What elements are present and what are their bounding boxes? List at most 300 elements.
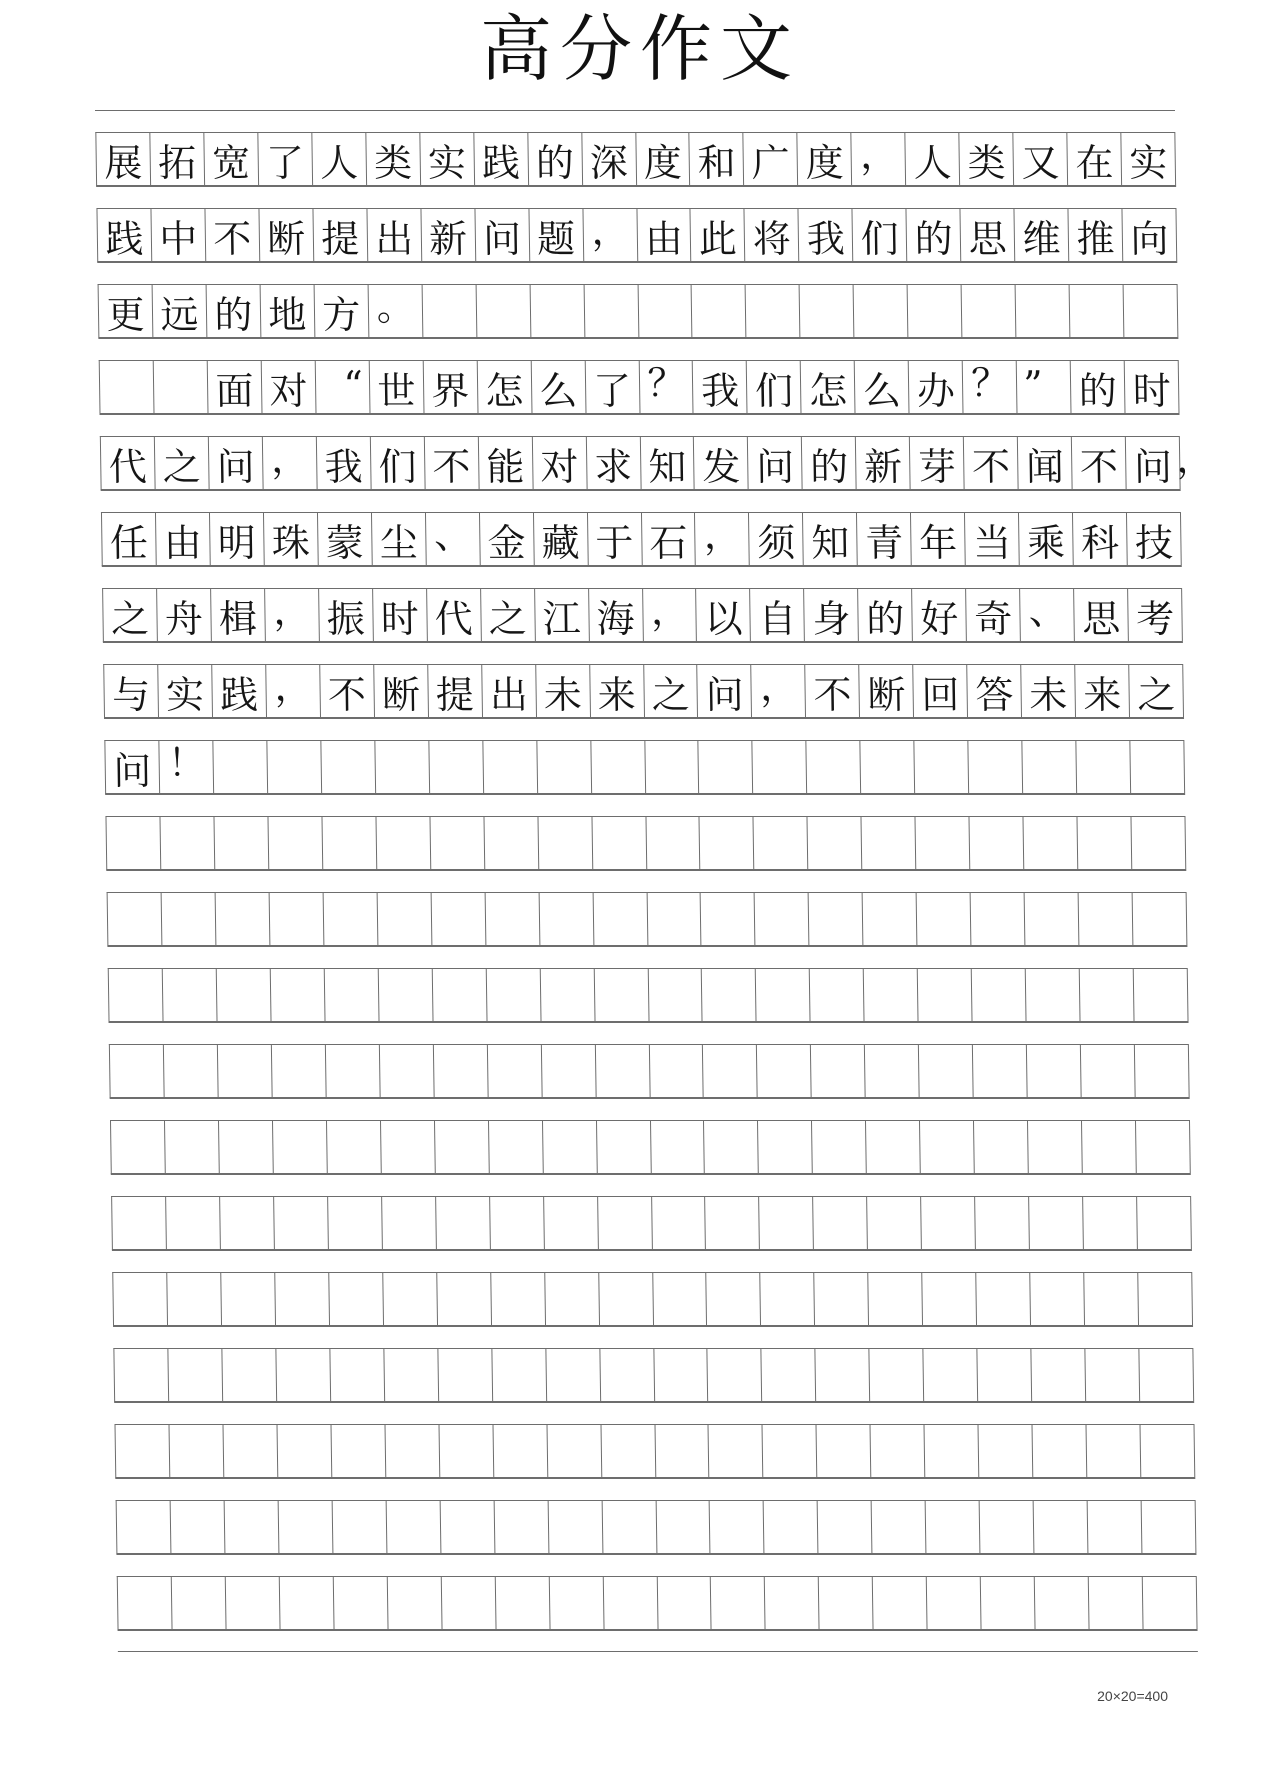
grid-cell: 人 <box>312 133 367 185</box>
grid-cell <box>867 1197 922 1249</box>
grid-cell <box>483 741 538 793</box>
grid-cell <box>272 1045 327 1097</box>
grid-cell <box>598 1197 653 1249</box>
grid-cell <box>602 1501 657 1553</box>
grid-cell <box>216 893 271 945</box>
grid-cell <box>1081 1045 1136 1097</box>
grid-cell <box>431 893 486 945</box>
grid-cell: 蒙 <box>318 513 373 565</box>
grid-cell <box>109 969 164 1021</box>
grid-cell <box>819 1577 874 1629</box>
grid-cell <box>1028 1121 1083 1173</box>
grid-cell <box>872 1501 927 1553</box>
grid-cell <box>651 1121 706 1173</box>
grid-cell <box>700 817 755 869</box>
grid-cell: 奇 <box>966 589 1021 641</box>
grid-cell <box>440 1501 495 1553</box>
grid-cell <box>494 1501 549 1553</box>
grid-cell <box>707 1273 762 1325</box>
grid-cell <box>162 893 217 945</box>
grid-cell <box>709 1425 764 1477</box>
grid-cell: 身 <box>804 589 859 641</box>
grid-cell <box>116 1425 171 1477</box>
grid-cell: 展 <box>96 133 151 185</box>
grid-cell <box>543 1121 598 1173</box>
grid-cell <box>268 817 323 869</box>
grid-row <box>108 968 1189 1022</box>
grid-cell: ” <box>1017 361 1072 413</box>
grid-cell <box>815 1273 870 1325</box>
grid-cell: 思 <box>1074 589 1129 641</box>
grid-cell <box>323 893 378 945</box>
grid-cell: 于 <box>588 513 643 565</box>
grid-cell: 、 <box>1020 589 1075 641</box>
grid-cell <box>817 1425 872 1477</box>
grid-cell: 的 <box>1071 361 1126 413</box>
grid-cell <box>334 1577 389 1629</box>
grid-cell: 和 <box>690 133 745 185</box>
grid-cell <box>539 893 594 945</box>
grid-cell <box>432 969 487 1021</box>
grid-cell <box>160 817 215 869</box>
grid-cell: 当 <box>965 513 1020 565</box>
grid-cell <box>654 1349 709 1401</box>
grid-cell <box>703 1045 758 1097</box>
grid-cell: 出 <box>367 209 422 261</box>
grid-cell <box>277 1425 332 1477</box>
grid-cell: 人 <box>906 133 961 185</box>
grid-cell: 未 <box>536 665 591 717</box>
grid-cell <box>594 969 649 1021</box>
grid-cell <box>548 1501 603 1553</box>
grid-cell <box>214 817 269 869</box>
grid-cell <box>1124 285 1179 337</box>
grid-cell: 办 <box>909 361 964 413</box>
grid-cell <box>977 1273 1032 1325</box>
grid-cell: 践 <box>212 665 267 717</box>
grid-cell <box>435 1121 490 1173</box>
grid-cell: 不 <box>205 209 260 261</box>
grid-cell: 之 <box>1129 665 1184 717</box>
grid-row <box>104 740 1185 794</box>
grid-cell <box>492 1349 547 1401</box>
grid-cell: 断 <box>860 665 915 717</box>
grid-cell <box>476 285 531 337</box>
grid-cell <box>870 1349 925 1401</box>
grid-cell <box>757 1045 812 1097</box>
grid-cell <box>746 285 801 337</box>
row-spacer <box>101 490 1181 512</box>
grid-cell: 广 <box>744 133 799 185</box>
grid-cell: 、 <box>426 513 481 565</box>
grid-cell <box>329 1273 384 1325</box>
grid-cell <box>322 817 377 869</box>
grid-cell <box>1077 741 1132 793</box>
grid-cell <box>489 1121 544 1173</box>
grid-cell: 界 <box>423 361 478 413</box>
grid-cell <box>818 1501 873 1553</box>
grid-row <box>99 360 1180 414</box>
grid-cell <box>1130 741 1185 793</box>
grid-cell <box>118 1577 173 1629</box>
grid-cell <box>330 1349 385 1401</box>
grid-cell: 的 <box>528 133 583 185</box>
row-spacer <box>110 1098 1190 1120</box>
grid-cell: 以 <box>697 589 752 641</box>
grid-cell: 与 <box>104 665 159 717</box>
grid-cell <box>219 1121 274 1173</box>
grid-cell <box>422 285 477 337</box>
grid-cell: ， <box>583 209 638 261</box>
row-spacer <box>100 414 1180 436</box>
grid-cell: ， <box>266 665 321 717</box>
grid-cell <box>1070 285 1125 337</box>
grid-cell: 由 <box>637 209 692 261</box>
grid-cell <box>595 1045 650 1097</box>
grid-row <box>98 284 1179 338</box>
grid-cell <box>163 969 218 1021</box>
grid-cell: 远 <box>153 285 208 337</box>
grid-cell <box>1084 1273 1139 1325</box>
grid-cell <box>1024 817 1079 869</box>
grid-cell <box>1134 969 1189 1021</box>
row-spacer <box>118 1630 1198 1652</box>
grid-cell: 推 <box>1069 209 1124 261</box>
grid-cell: 深 <box>582 133 637 185</box>
grid-cell <box>924 1349 979 1401</box>
grid-cell <box>711 1577 766 1629</box>
row-spacer <box>112 1250 1192 1272</box>
grid-cell: 不 <box>806 665 861 717</box>
grid-cell <box>926 1501 981 1553</box>
grid-cell: 实 <box>1121 133 1176 185</box>
grid-cell <box>1078 817 1133 869</box>
grid-cell: 回 <box>914 665 969 717</box>
row-spacer <box>98 338 1178 360</box>
grid-cell: ， <box>752 665 807 717</box>
grid-cell <box>1142 1501 1197 1553</box>
grid-cell <box>760 1197 815 1249</box>
grid-cell: ！ <box>159 741 214 793</box>
grid-cell: 面 <box>208 361 263 413</box>
grid-cell: 了 <box>585 361 640 413</box>
grid-cell <box>925 1425 980 1477</box>
grid-cell <box>106 817 161 869</box>
grid-cell: 明 <box>210 513 265 565</box>
grid-cell <box>593 893 648 945</box>
grid-cell <box>854 285 909 337</box>
row-spacer <box>107 946 1187 968</box>
grid-cell <box>916 817 971 869</box>
grid-cell: 思 <box>961 209 1016 261</box>
grid-cell <box>706 1197 761 1249</box>
grid-cell <box>1141 1425 1196 1477</box>
grid-cell <box>381 1121 436 1173</box>
grid-cell <box>171 1501 226 1553</box>
grid-cell: 发 <box>694 437 749 489</box>
grid-row <box>110 1120 1191 1174</box>
grid-cell: 将 <box>745 209 800 261</box>
grid-cell <box>811 1045 866 1097</box>
grid-cell <box>269 893 324 945</box>
grid-cell <box>647 893 702 945</box>
grid-cell: 中 <box>151 209 206 261</box>
grid-cell: 楫 <box>211 589 266 641</box>
grid-cell <box>655 1425 710 1477</box>
grid-cell <box>921 1197 976 1249</box>
grid-cell <box>761 1273 816 1325</box>
grid-row <box>100 436 1215 490</box>
grid-size-label: 20×20=400 <box>1097 1688 1168 1704</box>
grid-cell <box>274 1197 329 1249</box>
row-spacer <box>97 262 1177 284</box>
grid-cell: 时 <box>373 589 428 641</box>
grid-cell <box>495 1577 550 1629</box>
grid-cell: 芽 <box>910 437 965 489</box>
grid-cell <box>166 1197 221 1249</box>
grid-cell <box>1082 1121 1137 1173</box>
grid-cell <box>1032 1349 1087 1401</box>
grid-cell: 的 <box>858 589 913 641</box>
grid-cell: 求 <box>586 437 641 489</box>
grid-cell <box>1133 893 1188 945</box>
grid-row <box>114 1424 1195 1478</box>
grid-cell <box>1086 1349 1141 1401</box>
grid-cell <box>110 1045 165 1097</box>
row-spacer <box>113 1326 1193 1348</box>
grid-cell <box>276 1349 331 1401</box>
grid-cell <box>908 285 963 337</box>
grid-cell <box>1136 1121 1191 1173</box>
grid-cell <box>656 1501 711 1553</box>
grid-cell <box>1079 893 1134 945</box>
row-spacer <box>109 1022 1189 1044</box>
grid-cell: 知 <box>640 437 695 489</box>
grid-cell: 么 <box>855 361 910 413</box>
grid-cell <box>165 1121 220 1173</box>
grid-cell <box>325 969 380 1021</box>
grid-cell: 新 <box>421 209 476 261</box>
grid-cell <box>108 893 163 945</box>
grid-cell <box>221 1273 276 1325</box>
grid-cell: 践 <box>474 133 529 185</box>
grid-cell <box>1138 1273 1193 1325</box>
grid-cell <box>978 1349 1033 1401</box>
grid-cell: 能 <box>479 437 534 489</box>
grid-cell <box>1033 1425 1088 1477</box>
grid-cell: 问 <box>105 741 160 793</box>
grid-cell <box>597 1121 652 1173</box>
grid-cell <box>927 1577 982 1629</box>
grid-cell: 不 <box>425 437 480 489</box>
grid-row <box>96 208 1177 262</box>
grid-cell <box>710 1501 765 1553</box>
row-spacer <box>102 566 1182 588</box>
grid-cell: 们 <box>371 437 426 489</box>
grid-cell: 藏 <box>534 513 589 565</box>
grid-cell <box>861 741 916 793</box>
grid-cell <box>383 1273 438 1325</box>
grid-cell: ， <box>643 589 698 641</box>
grid-cell: 问 <box>698 665 753 717</box>
grid-cell: 实 <box>420 133 475 185</box>
grid-cell <box>385 1425 440 1477</box>
grid-cell: 答 <box>967 665 1022 717</box>
grid-cell: 向 <box>1123 209 1178 261</box>
grid-cell: 代 <box>101 437 156 489</box>
grid-cell: 地 <box>260 285 315 337</box>
grid-cell: ， <box>695 513 750 565</box>
grid-cell <box>545 1273 600 1325</box>
grid-cell: 不 <box>964 437 1019 489</box>
grid-cell <box>386 1501 441 1553</box>
grid-cell: 问 <box>475 209 530 261</box>
grid-cell: 金 <box>480 513 535 565</box>
grid-cell <box>810 969 865 1021</box>
grid-cell: 来 <box>590 665 645 717</box>
grid-row <box>112 1272 1193 1326</box>
grid-cell: 方 <box>314 285 369 337</box>
grid-cell <box>765 1577 820 1629</box>
grid-cell: 在 <box>1067 133 1122 185</box>
grid-cell <box>375 741 430 793</box>
grid-cell: 维 <box>1015 209 1070 261</box>
page-title: 高分作文 <box>479 7 800 91</box>
grid-cell <box>915 741 970 793</box>
grid-row <box>107 892 1188 946</box>
row-spacer <box>116 1554 1196 1576</box>
grid-cell <box>1139 1349 1194 1401</box>
grid-cell: 技 <box>1127 513 1182 565</box>
grid-cell <box>1035 1577 1090 1629</box>
grid-cell <box>600 1349 655 1401</box>
grid-cell: 提 <box>313 209 368 261</box>
grid-cell: 任 <box>102 513 157 565</box>
grid-cell: ， <box>263 437 318 489</box>
grid-cell <box>1026 969 1081 1021</box>
grid-cell <box>154 361 209 413</box>
grid-cell <box>800 285 855 337</box>
grid-cell: 之 <box>644 665 699 717</box>
grid-cell: 类 <box>960 133 1015 185</box>
grid-cell <box>862 817 917 869</box>
grid-cell <box>758 1121 813 1173</box>
grid-cell: 度 <box>636 133 691 185</box>
grid-cell <box>164 1045 219 1097</box>
grid-cell <box>1025 893 1080 945</box>
grid-cell <box>972 969 1027 1021</box>
grid-cell: 问 <box>209 437 264 489</box>
grid-cell <box>699 741 754 793</box>
grid-cell <box>441 1577 496 1629</box>
grid-cell <box>326 1045 381 1097</box>
grid-cell <box>1016 285 1071 337</box>
grid-cell: 振 <box>319 589 374 641</box>
grid-cell: 的 <box>802 437 857 489</box>
grid-cell: 知 <box>803 513 858 565</box>
grid-cell: 们 <box>747 361 802 413</box>
composition-grid <box>95 110 1215 1652</box>
grid-cell: 断 <box>259 209 314 261</box>
grid-cell <box>918 969 973 1021</box>
grid-cell: 问 <box>1126 437 1181 489</box>
grid-cell <box>271 969 326 1021</box>
grid-cell <box>220 1197 275 1249</box>
grid-cell: 之 <box>103 589 158 641</box>
grid-cell <box>223 1425 278 1477</box>
grid-cell <box>866 1121 921 1173</box>
grid-cell: 们 <box>853 209 908 261</box>
grid-cell: 此 <box>691 209 746 261</box>
grid-cell: 时 <box>1125 361 1180 413</box>
grid-cell <box>702 969 757 1021</box>
grid-cell <box>1029 1197 1084 1249</box>
grid-cell <box>657 1577 712 1629</box>
grid-cell: 来 <box>1075 665 1130 717</box>
row-spacer <box>115 1478 1195 1500</box>
grid-cell <box>114 1349 169 1401</box>
grid-cell <box>1034 1501 1089 1553</box>
grid-cell: 尘 <box>372 513 427 565</box>
grid-cell <box>382 1197 437 1249</box>
grid-cell: 不 <box>320 665 375 717</box>
grid-cell <box>111 1121 166 1173</box>
grid-cell: 的 <box>207 285 262 337</box>
grid-cell <box>112 1197 167 1249</box>
grid-cell: 出 <box>482 665 537 717</box>
grid-cell <box>168 1349 223 1401</box>
grid-cell: 践 <box>97 209 152 261</box>
grid-cell <box>332 1501 387 1553</box>
grid-cell <box>1027 1045 1082 1097</box>
grid-cell <box>646 817 701 869</box>
grid-cell <box>1088 1501 1143 1553</box>
grid-row <box>116 1500 1197 1554</box>
grid-cell <box>273 1121 328 1173</box>
grid-row <box>95 132 1176 186</box>
grid-cell: 题 <box>529 209 584 261</box>
grid-cell <box>645 741 700 793</box>
grid-cell <box>599 1273 654 1325</box>
grid-cell: 考 <box>1128 589 1183 641</box>
grid-cell <box>384 1349 439 1401</box>
grid-cell <box>970 817 1025 869</box>
grid-cell <box>653 1273 708 1325</box>
grid-cell <box>213 741 268 793</box>
grid-cell <box>814 1197 869 1249</box>
grid-cell <box>755 893 810 945</box>
grid-cell <box>763 1425 818 1477</box>
grid-cell <box>756 969 811 1021</box>
grid-cell <box>592 817 647 869</box>
grid-cell <box>376 817 431 869</box>
grid-cell <box>379 969 434 1021</box>
grid-cell <box>973 1045 1028 1097</box>
row-spacer <box>105 794 1185 816</box>
grid-cell <box>226 1577 281 1629</box>
grid-cell: 江 <box>535 589 590 641</box>
grid-cell <box>439 1425 494 1477</box>
grid-cell <box>638 285 693 337</box>
grid-cell: 的 <box>907 209 962 261</box>
grid-cell <box>530 285 585 337</box>
grid-cell: 更 <box>99 285 154 337</box>
grid-cell: 石 <box>642 513 697 565</box>
grid-cell <box>1089 1577 1144 1629</box>
grid-cell <box>321 741 376 793</box>
grid-cell: 了 <box>258 133 313 185</box>
grid-cell <box>537 741 592 793</box>
